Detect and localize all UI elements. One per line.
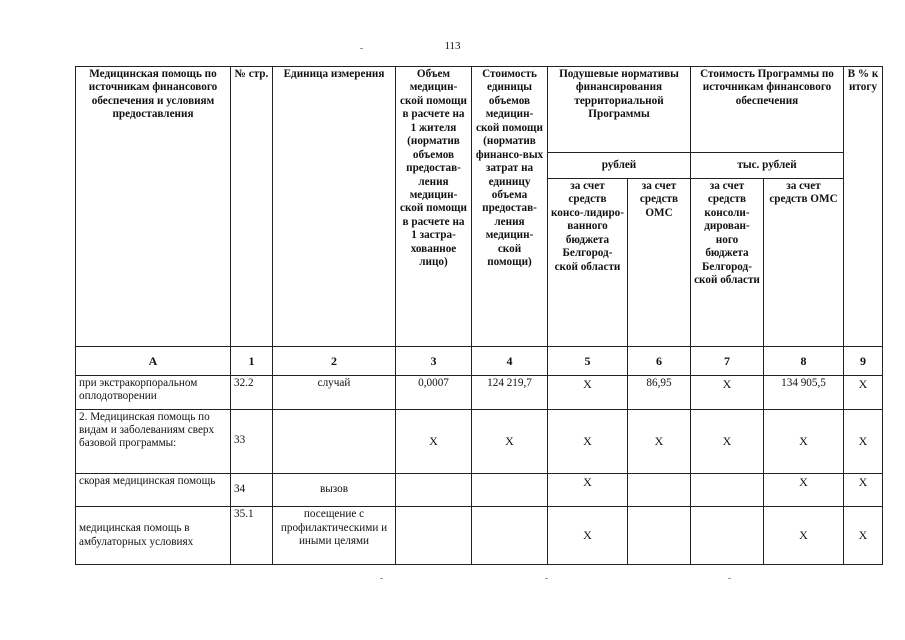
header-col-7: за счет средств консоли-дирован-ного бюджета Белгород-ской области bbox=[691, 179, 764, 347]
table-row bbox=[76, 409, 883, 473]
scan-speck bbox=[545, 578, 548, 579]
row-unit: посещение с профилактическими и иными целями bbox=[273, 507, 396, 565]
row-volume bbox=[396, 473, 472, 507]
row-percent: Х bbox=[844, 376, 883, 410]
row-per-capita-oms: 86,95 bbox=[628, 376, 691, 410]
header-group-cost: Стоимость Программы по источникам финансового обеспечения bbox=[691, 67, 844, 153]
row-cost-budget: Х bbox=[691, 376, 764, 410]
scan-speck bbox=[728, 578, 731, 579]
column-number: 4 bbox=[472, 347, 548, 376]
header-group-per-capita: Подушевые нормативы финансирования территориальной Программы bbox=[548, 67, 691, 153]
column-number: 2 bbox=[273, 347, 396, 376]
header-col-6: за счет средств ОМС bbox=[628, 179, 691, 347]
row-percent: Х bbox=[844, 409, 883, 473]
row-percent: Х bbox=[844, 507, 883, 565]
row-unit: случай bbox=[273, 376, 396, 410]
column-number: 5 bbox=[548, 347, 628, 376]
header-col-9: В % к итогу bbox=[844, 67, 883, 347]
row-unit-cost bbox=[472, 473, 548, 507]
header-col-1: № стр. bbox=[231, 67, 273, 347]
column-number: 1 bbox=[231, 347, 273, 376]
row-unit-cost: Х bbox=[472, 409, 548, 473]
scan-speck bbox=[360, 48, 363, 49]
row-line-number: 34 bbox=[231, 473, 273, 507]
row-name: при экстракорпоральном оплодотворении bbox=[76, 376, 231, 410]
column-number: 9 bbox=[844, 347, 883, 376]
row-cost-oms: Х bbox=[764, 409, 844, 473]
row-cost-budget: Х bbox=[691, 409, 764, 473]
table-body bbox=[76, 376, 883, 565]
header-col-2: Единица измерения bbox=[273, 67, 396, 347]
row-per-capita-oms bbox=[628, 507, 691, 565]
page-number: 113 bbox=[444, 40, 461, 52]
table-row bbox=[76, 473, 883, 507]
table-header bbox=[76, 67, 883, 376]
column-number: 7 bbox=[691, 347, 764, 376]
row-cost-oms: Х bbox=[764, 473, 844, 507]
row-name: 2. Медицинская помощь по видам и заболеваниям сверх базовой программы: bbox=[76, 409, 231, 473]
row-cost-budget bbox=[691, 507, 764, 565]
row-volume: Х bbox=[396, 409, 472, 473]
row-cost-oms: Х bbox=[764, 507, 844, 565]
row-cost-oms: 134 905,5 bbox=[764, 376, 844, 410]
row-per-capita-oms: Х bbox=[628, 409, 691, 473]
column-number: 3 bbox=[396, 347, 472, 376]
column-number: 6 bbox=[628, 347, 691, 376]
header-unit-rub: рублей bbox=[548, 153, 691, 179]
row-line-number: 33 bbox=[231, 409, 273, 473]
header-col-8: за счет средств ОМС bbox=[764, 179, 844, 347]
row-unit: вызов bbox=[273, 473, 396, 507]
header-col-4: Стоимость единицы объемов медицин-ской помощи (норматив финансо-вых затрат на единицу объема предостав-ления медицин-ской помощи) bbox=[472, 67, 548, 347]
scan-speck bbox=[380, 578, 383, 579]
row-per-capita-budget: Х bbox=[548, 409, 628, 473]
table-row bbox=[76, 376, 883, 410]
column-number-row bbox=[76, 347, 883, 376]
row-per-capita-budget: Х bbox=[548, 507, 628, 565]
row-name: скорая медицинская помощь bbox=[76, 473, 231, 507]
row-name: медицинская помощь в амбулаторных условиях bbox=[76, 507, 231, 565]
program-cost-table bbox=[75, 66, 883, 565]
header-unit-thous-rub: тыс. рублей bbox=[691, 153, 844, 179]
row-percent: Х bbox=[844, 473, 883, 507]
row-line-number: 32.2 bbox=[231, 376, 273, 410]
column-number: А bbox=[76, 347, 231, 376]
header-col-5: за счет средств консо-лидиро-ванного бюджета Белгород-ской области bbox=[548, 179, 628, 347]
row-line-number: 35.1 bbox=[231, 507, 273, 565]
row-volume bbox=[396, 507, 472, 565]
table-row bbox=[76, 507, 883, 565]
row-unit-cost bbox=[472, 507, 548, 565]
header-col-3: Объем медицин-ской помощи в расчете на 1 жителя (норматив объемов предостав-ления медицин-ской помощи в расчете на 1 застра-хованное лицо) bbox=[396, 67, 472, 347]
column-number: 8 bbox=[764, 347, 844, 376]
row-per-capita-oms bbox=[628, 473, 691, 507]
row-per-capita-budget: Х bbox=[548, 473, 628, 507]
row-cost-budget bbox=[691, 473, 764, 507]
row-volume: 0,0007 bbox=[396, 376, 472, 410]
row-unit-cost: 124 219,7 bbox=[472, 376, 548, 410]
row-per-capita-budget: Х bbox=[548, 376, 628, 410]
header-col-a: Медицинская помощь по источникам финансового обеспечения и условиям предоставления bbox=[76, 67, 231, 347]
row-unit bbox=[273, 409, 396, 473]
